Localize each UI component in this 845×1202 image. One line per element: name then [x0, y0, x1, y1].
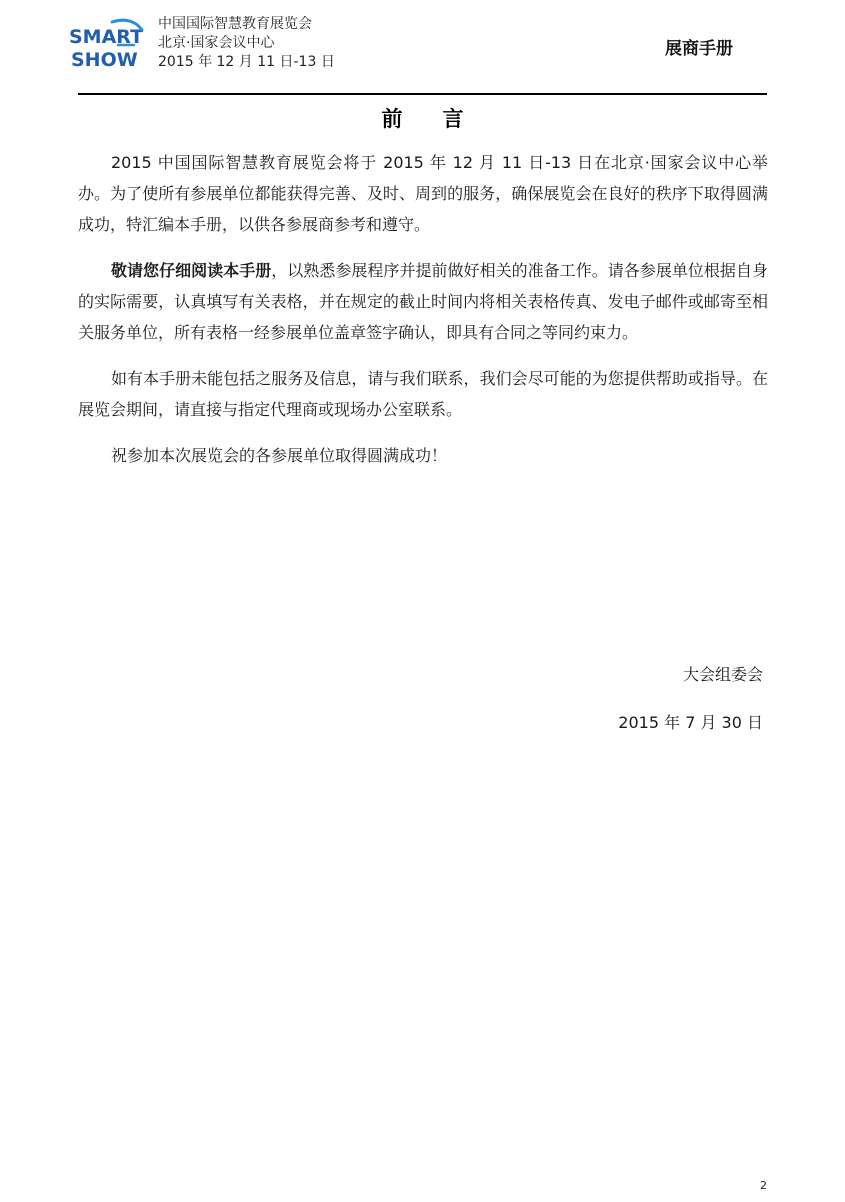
event-dates: 2015 年 12 月 11 日-13 日	[158, 54, 335, 70]
organizer-name: 大会组委会	[682, 665, 763, 684]
header-event-info	[158, 15, 335, 72]
signature-block	[618, 663, 763, 735]
paragraph-4	[78, 440, 768, 471]
event-venue: 北京·国家会议中心	[158, 35, 275, 51]
logo-line1: SMART	[69, 26, 144, 48]
page-number: 2	[760, 1179, 767, 1192]
paragraph-1-text: 2015 中国国际智慧教育展览会将于 2015 年 12 月 11 日-13 日在北京·国家会议中心举办。为了使所有参展单位都能获得完善、及时、周到的服务，确保展览会在良好的秩序下取得圆满成功，特汇编本手册，以供各参展商参考和遵守。	[78, 153, 768, 234]
paragraph-3	[78, 363, 768, 425]
page-title: 前言	[381, 107, 504, 131]
paragraph-3-text: 如有本手册未能包括之服务及信息，请与我们联系，我们会尽可能的为您提供帮助或指导。在展览会期间，请直接与指定代理商或现场办公室联系。	[78, 369, 768, 419]
event-name: 中国国际智慧教育展览会	[158, 16, 312, 32]
header-divider	[78, 93, 767, 95]
paragraph-4-text: 祝参加本次展览会的各参展单位取得圆满成功！	[111, 446, 448, 465]
preface-body	[78, 147, 768, 471]
logo-graphic	[68, 18, 146, 74]
logo-line2: SHOW	[71, 49, 138, 71]
doc-label: 展商手册	[665, 39, 733, 59]
smart-show-logo	[68, 18, 146, 74]
paragraph-1	[78, 147, 768, 240]
paragraph-2	[78, 255, 768, 348]
signature-date: 2015 年 7 月 30 日	[618, 713, 763, 732]
paragraph-2-text: ，以熟悉参展程序并提前做好相关的准备工作。请各参展单位根据自身的实际需要，认真填写有关表格，并在规定的截止时间内将相关表格传真、发电子邮件或邮寄至相关服务单位，所有表格一经参展单位盖章签字确认，即具有合同之等同约束力。	[78, 261, 768, 342]
paragraph-2-bold-lead: 敬请您仔细阅读本手册	[111, 261, 272, 280]
